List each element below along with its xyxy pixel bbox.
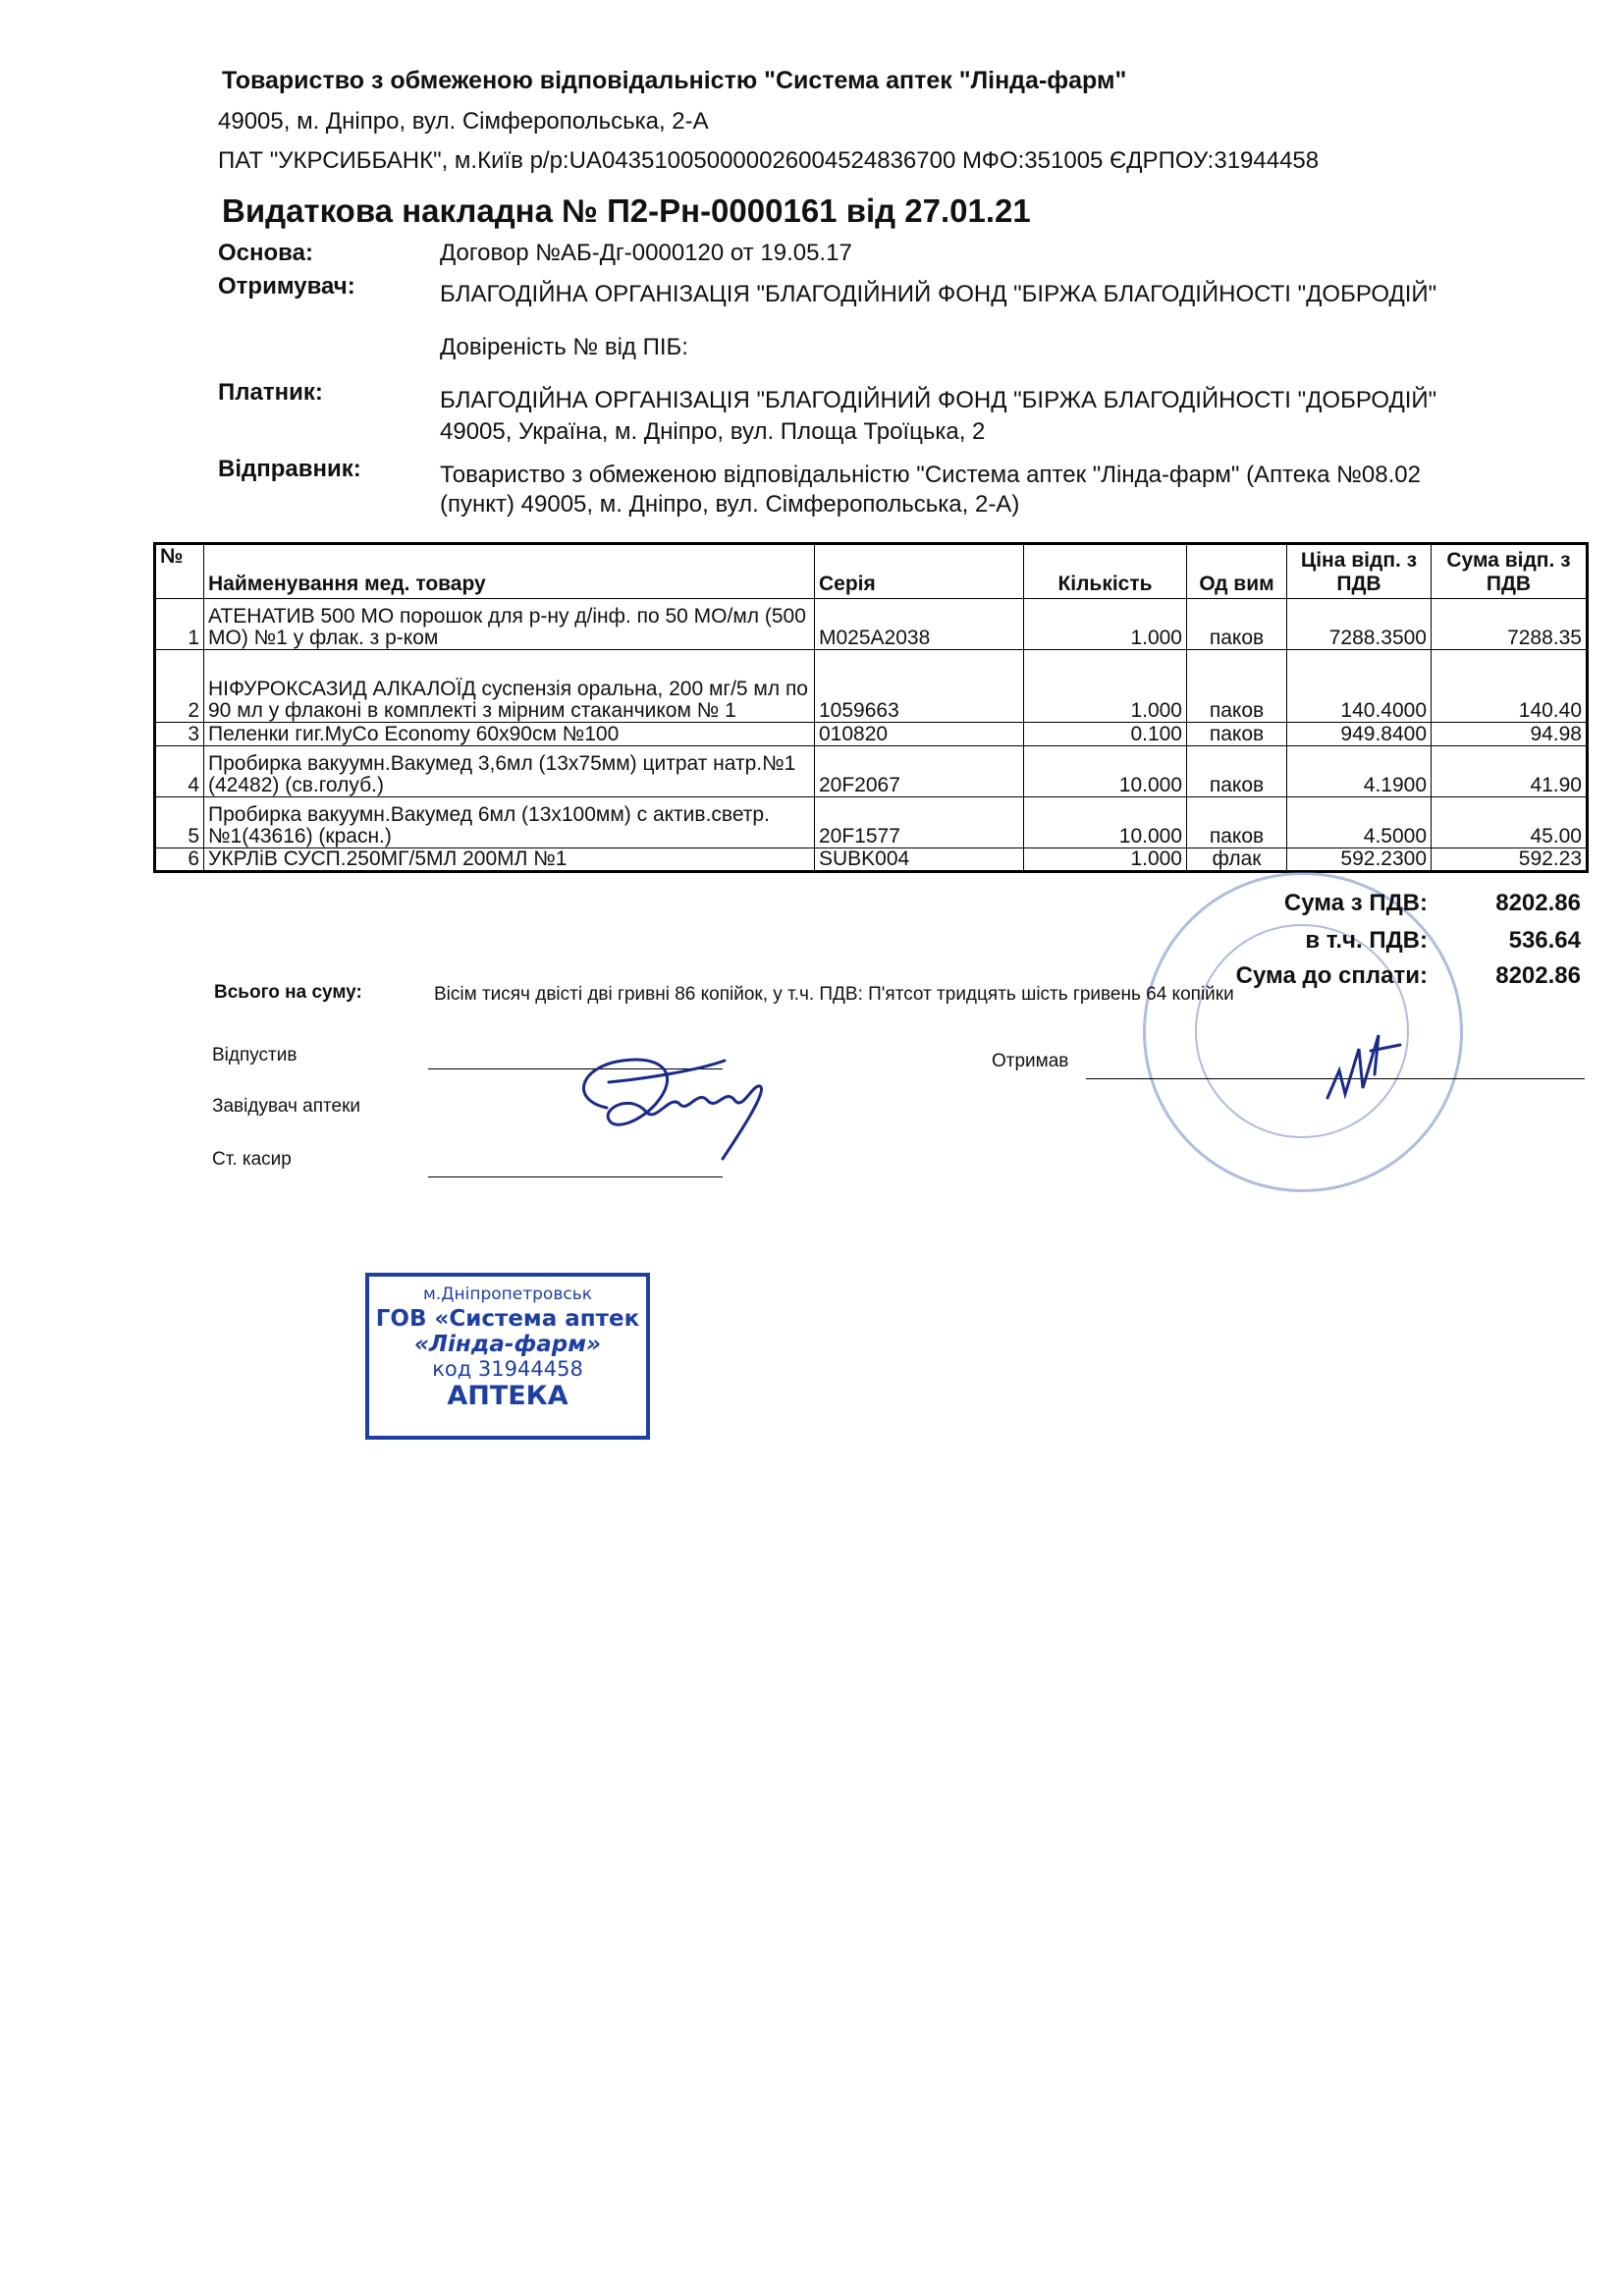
row-unit: флак (1187, 848, 1287, 872)
sender-value-line2: (пункт) 49005, м. Дніпро, вул. Сімферопольська, 2-А) (440, 491, 1020, 518)
row-price: 7288.3500 (1287, 599, 1432, 650)
total-with-vat-value: 8202.86 (1495, 890, 1581, 916)
pharmacy-stamp (365, 1273, 650, 1440)
row-price: 4.5000 (1287, 797, 1432, 848)
row-qty: 10.000 (1024, 746, 1187, 797)
row-qty: 10.000 (1024, 797, 1187, 848)
header-sum: Сума відп. з ПДВ (1432, 544, 1588, 599)
amount-due-value: 8202.86 (1495, 962, 1581, 989)
row-name: УКРЛіВ СУСП.250МГ/5МЛ 200МЛ №1 (204, 848, 815, 872)
row-unit: паков (1187, 797, 1287, 848)
basis-value: Договор №АБ-Дг-0000120 от 19.05.17 (440, 240, 852, 266)
payer-address: 49005, Україна, м. Дніпро, вул. Площа Троїцька, 2 (440, 418, 986, 445)
row-sum: 592.23 (1432, 848, 1588, 872)
recipient-value: БЛАГОДІЙНА ОРГАНІЗАЦІЯ "БЛАГОДІЙНИЙ ФОНД "БІРЖА БЛАГОДІЙНОСТІ "ДОБРОДІЙ" (440, 281, 1437, 307)
supplier-name: Товариство з обмеженою відповідальністю "Система аптек "Лінда-фарм" (222, 67, 1127, 94)
row-series: 1059663 (815, 650, 1024, 723)
row-price: 949.8400 (1287, 723, 1432, 746)
row-series: 20F1577 (815, 797, 1024, 848)
stamp-title: АПТЕКА (447, 1381, 568, 1411)
row-name: Пеленки гиг.MyCo Economy 60x90см №100 (204, 723, 815, 746)
row-sum: 140.40 (1432, 650, 1588, 723)
supplier-bank-details: ПАТ "УКРСИББАНК", м.Київ р/р:UA043510050000026004524836700 МФО:351005 ЄДРПОУ:31944458 (218, 147, 1320, 174)
table-row (155, 746, 1588, 797)
table-row (155, 723, 1588, 746)
invoice-title: Видаткова накладна № П2-Рн-0000161 від 27.01.21 (222, 192, 1031, 229)
row-name: АТЕНАТИВ 500 МО порошок для р-ну д/інф. по 50 МО/мл (500 МО) №1 у флак. з р-ком (204, 599, 815, 650)
recipient-label: Отримувач: (218, 273, 355, 300)
stamp-company: ГОВ «Система аптек (375, 1306, 640, 1332)
header-name: Найменування мед. товару (204, 544, 815, 599)
sender-label: Відправник: (218, 456, 361, 482)
header-no: № (155, 544, 204, 599)
row-qty: 1.000 (1024, 650, 1187, 723)
table-row (155, 797, 1588, 848)
row-unit: паков (1187, 650, 1287, 723)
basis-label: Основа: (218, 240, 313, 266)
released-signature (550, 1021, 805, 1169)
pharmacy-head-label: Завідувач аптеки (212, 1096, 360, 1117)
row-no: 4 (155, 746, 204, 797)
received-by-label: Отримав (992, 1051, 1069, 1071)
row-price: 592.2300 (1287, 848, 1432, 872)
row-name: Пробирка вакуумн.Вакумед 3,6мл (13х75мм) цитрат натр.№1 (42482) (св.голуб.) (204, 746, 815, 797)
row-sum: 7288.35 (1432, 599, 1588, 650)
received-signature (1306, 1011, 1424, 1120)
row-unit: паков (1187, 723, 1287, 746)
total-with-vat-label: Сума з ПДВ: (1283, 890, 1428, 916)
row-no: 3 (155, 723, 204, 746)
header-unit: Од вим (1187, 544, 1287, 599)
summary-label: Всього на суму: (214, 982, 362, 1003)
row-series: 20F2067 (815, 746, 1024, 797)
row-price: 4.1900 (1287, 746, 1432, 797)
summary-text: Вісім тисяч двісті дві гривні 86 копійок, у т.ч. ПДВ: П'ятсот тридцять шість гривень 64 копійки (434, 984, 1234, 1005)
payer-value: БЛАГОДІЙНА ОРГАНІЗАЦІЯ "БЛАГОДІЙНИЙ ФОНД "БІРЖА БЛАГОДІЙНОСТІ "ДОБРОДІЙ" (440, 387, 1437, 413)
cashier-line (428, 1176, 723, 1177)
table-header-row (155, 544, 1588, 599)
table-row (155, 599, 1588, 650)
stamp-brand: «Лінда-фарм» (413, 1332, 602, 1357)
items-table (153, 542, 1589, 873)
proxy-line: Довіреність № від ПІБ: (440, 334, 688, 360)
row-unit: паков (1187, 746, 1287, 797)
supplier-address: 49005, м. Дніпро, вул. Сімферопольська, 2-А (218, 108, 709, 135)
row-name: НІФУРОКСАЗИД АЛКАЛОЇД суспензія оральна, 200 мг/5 мл по 90 мл у флаконі в комплекті з мірним стаканчиком № 1 (204, 650, 815, 723)
sender-value-line1: Товариство з обмеженою відповідальністю "Система аптек "Лінда-фарм" (Аптека №08.02 (440, 462, 1421, 488)
row-series: M025A2038 (815, 599, 1024, 650)
amount-due-label: Сума до сплати: (1235, 962, 1428, 989)
vat-label: в т.ч. ПДВ: (1305, 927, 1428, 954)
row-no: 5 (155, 797, 204, 848)
table-row (155, 848, 1588, 872)
row-qty: 0.100 (1024, 723, 1187, 746)
released-by-label: Відпустив (212, 1045, 298, 1066)
row-sum: 41.90 (1432, 746, 1588, 797)
row-series: SUBK004 (815, 848, 1024, 872)
row-series: 010820 (815, 723, 1024, 746)
header-price: Ціна відп. з ПДВ (1287, 544, 1432, 599)
vat-value: 536.64 (1508, 927, 1581, 954)
stamp-city: м.Дніпропетровськ (423, 1285, 592, 1304)
header-qty: Кількість (1024, 544, 1187, 599)
row-qty: 1.000 (1024, 599, 1187, 650)
cashier-label: Ст. касир (212, 1149, 292, 1170)
row-no: 6 (155, 848, 204, 872)
row-no: 1 (155, 599, 204, 650)
row-no: 2 (155, 650, 204, 723)
row-sum: 94.98 (1432, 723, 1588, 746)
payer-label: Платник: (218, 379, 323, 406)
row-price: 140.4000 (1287, 650, 1432, 723)
row-qty: 1.000 (1024, 848, 1187, 872)
row-sum: 45.00 (1432, 797, 1588, 848)
stamp-code: код 31944458 (432, 1357, 583, 1381)
row-name: Пробирка вакуумн.Вакумед 6мл (13х100мм) с актив.светр.№1(43616) (красн.) (204, 797, 815, 848)
header-series: Серія (815, 544, 1024, 599)
row-unit: паков (1187, 599, 1287, 650)
table-row (155, 650, 1588, 723)
